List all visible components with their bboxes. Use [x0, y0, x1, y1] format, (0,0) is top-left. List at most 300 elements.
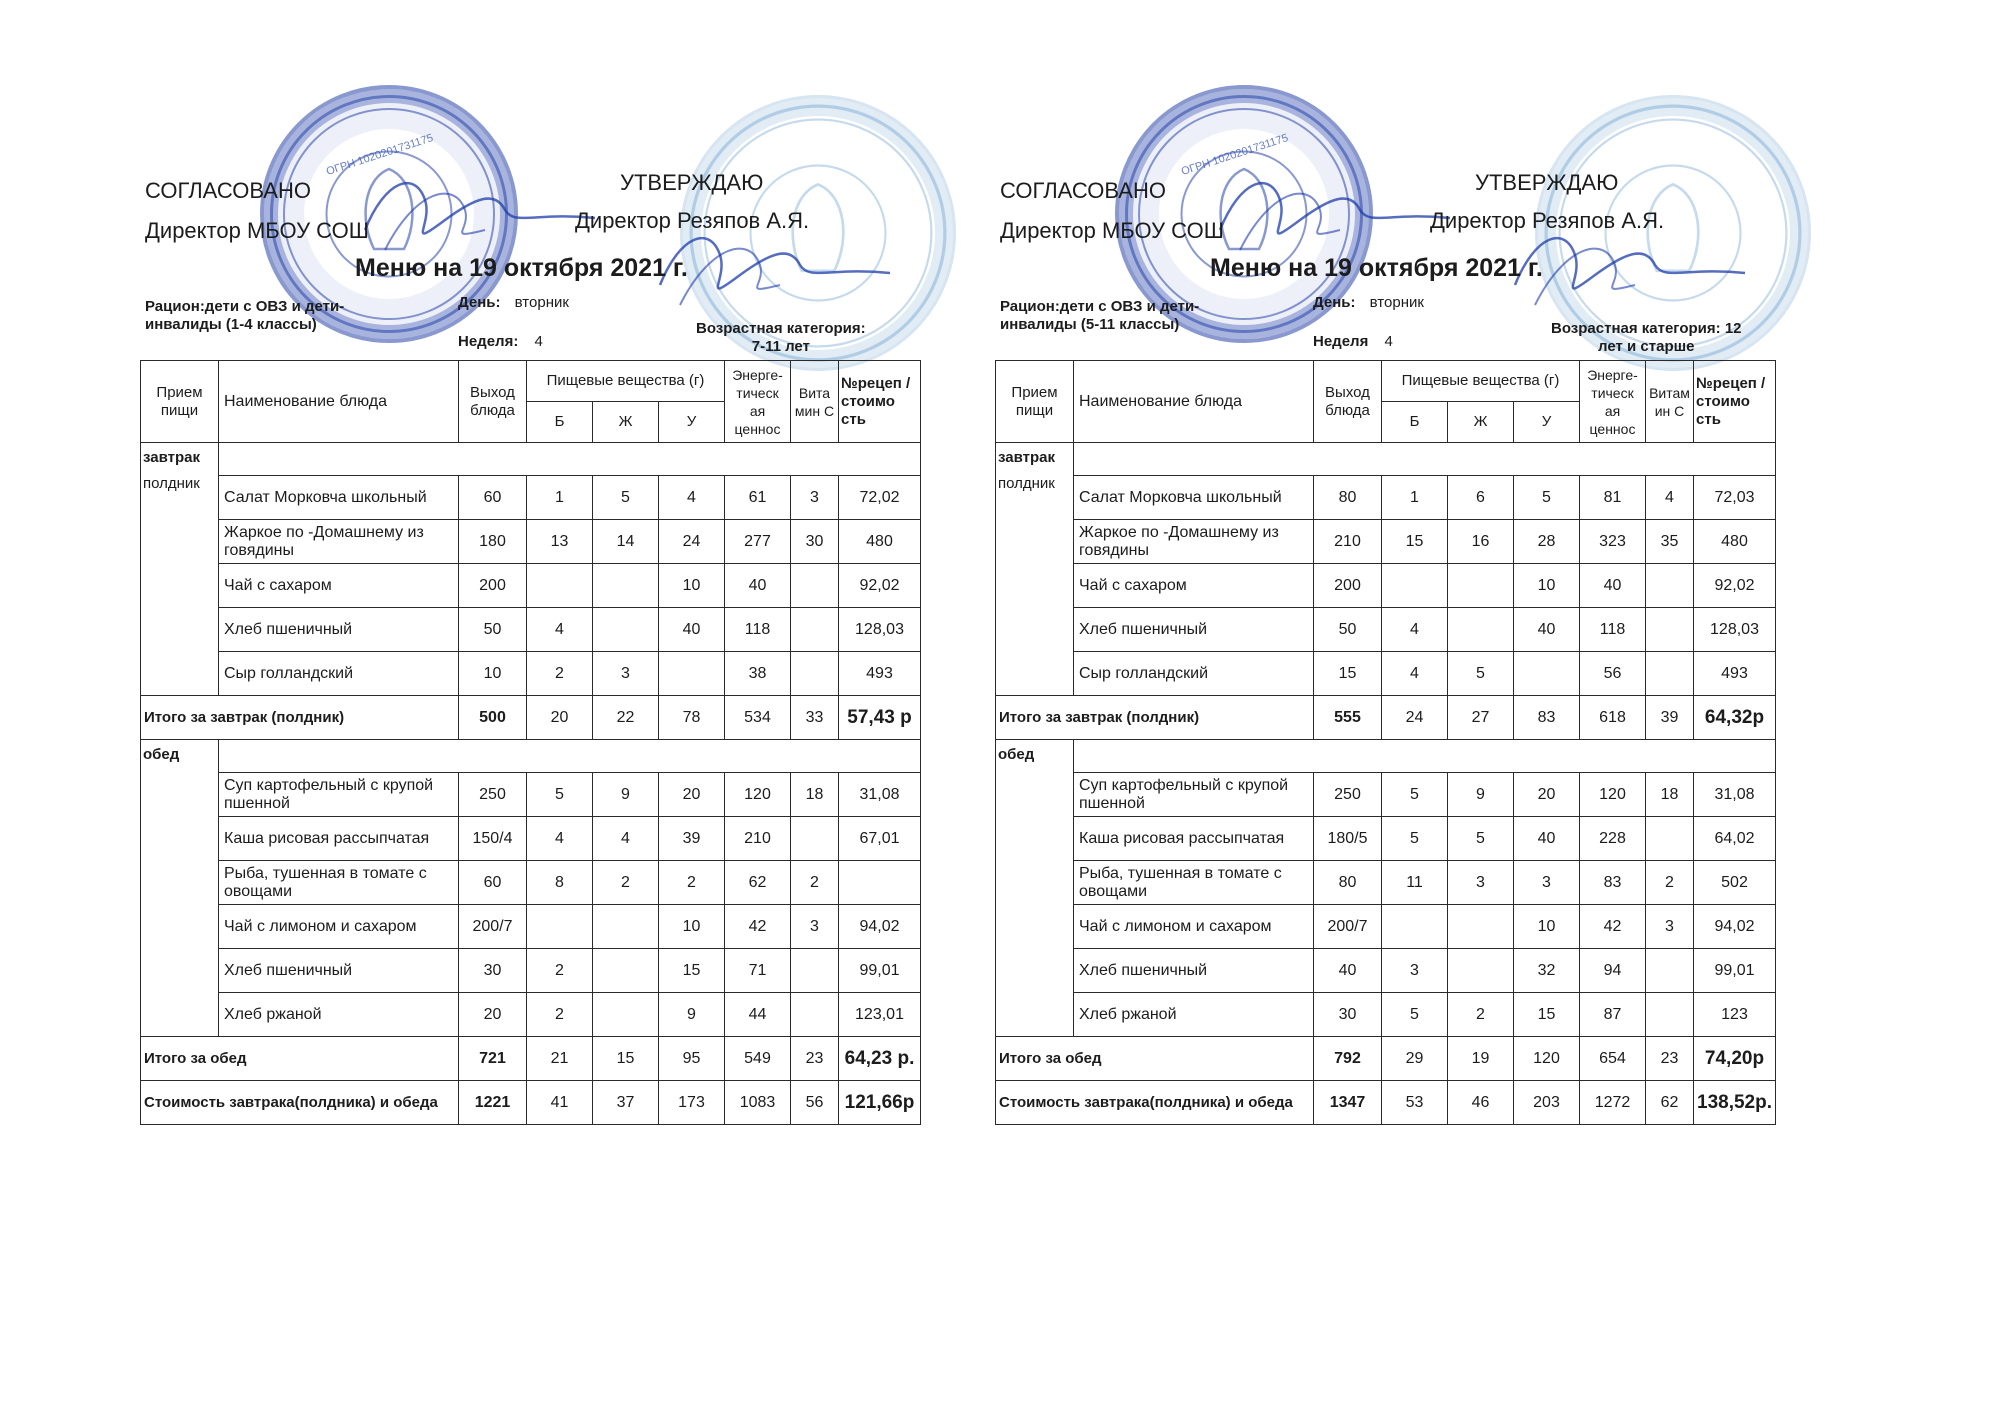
- table-row: [141, 817, 921, 861]
- diet-label: Рацион:дети с ОВЗ и дети- инвалиды (1-4 классы): [145, 298, 345, 333]
- total-label: Итого за завтрак (полдник): [996, 696, 1314, 740]
- table-row: [996, 476, 1776, 520]
- total-cost: 74,20р: [1694, 1037, 1776, 1081]
- dish-carbs: 15: [659, 949, 725, 993]
- dish-vitamin-c: [791, 652, 839, 696]
- dish-vitamin-c: 18: [791, 773, 839, 817]
- dish-energy: 94: [1580, 949, 1646, 993]
- dish-yield: 250: [459, 773, 527, 817]
- total-yield: 555: [1314, 696, 1382, 740]
- lunch-total-row: [141, 1037, 921, 1081]
- day-field: День: вторник: [1313, 294, 1424, 311]
- dish-yield: 150/4: [459, 817, 527, 861]
- col-energy: Энерге-тическ ая ценнос: [725, 361, 791, 443]
- total-cost: 138,52р.: [1694, 1081, 1776, 1125]
- dish-yield: 250: [1314, 773, 1382, 817]
- dish-recipe-cost: 92,02: [1694, 564, 1776, 608]
- table-row: [141, 476, 921, 520]
- dish-name: Рыба, тушенная в томате с овощами: [219, 861, 459, 905]
- agreed-label: СОГЛАСОВАНО: [145, 178, 311, 203]
- dish-protein: 4: [527, 608, 593, 652]
- dish-energy: 228: [1580, 817, 1646, 861]
- dish-name: Жаркое по -Домашнему из говядины: [1074, 520, 1314, 564]
- dish-recipe-cost: [839, 861, 921, 905]
- dish-yield: 15: [1314, 652, 1382, 696]
- table-row: [996, 652, 1776, 696]
- dish-recipe-cost: 31,08: [1694, 773, 1776, 817]
- dish-name: Сыр голландский: [1074, 652, 1314, 696]
- col-recipe-cost: №рецеп /стоимо сть: [1694, 361, 1776, 443]
- dish-name: Хлеб пшеничный: [219, 949, 459, 993]
- dish-carbs: 24: [659, 520, 725, 564]
- dish-protein: 3: [1382, 949, 1448, 993]
- dish-protein: 8: [527, 861, 593, 905]
- table-header: [996, 361, 1776, 443]
- dish-fat: 2: [593, 861, 659, 905]
- total-fat: 37: [593, 1081, 659, 1125]
- director-name: Директор Резяпов А.Я.: [575, 208, 810, 233]
- dish-energy: 277: [725, 520, 791, 564]
- dish-fat: [593, 608, 659, 652]
- dish-yield: 80: [1314, 861, 1382, 905]
- menu-table: [140, 360, 921, 1125]
- dish-energy: 81: [1580, 476, 1646, 520]
- total-carbs: 83: [1514, 696, 1580, 740]
- menu-title: Меню на 19 октября 2021 г.: [1210, 254, 1543, 282]
- dish-name: Чай с сахаром: [1074, 564, 1314, 608]
- table-row: [141, 564, 921, 608]
- director-name: Директор Резяпов А.Я.: [1430, 208, 1665, 233]
- dish-energy: 38: [725, 652, 791, 696]
- week-field: Неделя: 4: [458, 333, 543, 350]
- total-fat: 46: [1448, 1081, 1514, 1125]
- dish-energy: 62: [725, 861, 791, 905]
- dish-carbs: 10: [659, 905, 725, 949]
- grand-total-row: [141, 1081, 921, 1125]
- dish-vitamin-c: [1646, 817, 1694, 861]
- dish-recipe-cost: 128,03: [1694, 608, 1776, 652]
- dish-vitamin-c: [791, 993, 839, 1037]
- dish-vitamin-c: 30: [791, 520, 839, 564]
- dish-vitamin-c: 2: [791, 861, 839, 905]
- dish-energy: 56: [1580, 652, 1646, 696]
- dish-fat: [593, 993, 659, 1037]
- dish-vitamin-c: 18: [1646, 773, 1694, 817]
- lunch-section-row: [141, 740, 921, 773]
- dish-fat: 3: [1448, 861, 1514, 905]
- dish-carbs: [659, 652, 725, 696]
- dish-protein: 11: [1382, 861, 1448, 905]
- dish-carbs: 5: [1514, 476, 1580, 520]
- col-yield: Выход блюда: [459, 361, 527, 443]
- dish-recipe-cost: 92,02: [839, 564, 921, 608]
- total-carbs: 203: [1514, 1081, 1580, 1125]
- total-vitamin-c: 39: [1646, 696, 1694, 740]
- lunch-section-row: [996, 740, 1776, 773]
- dish-energy: 71: [725, 949, 791, 993]
- dish-recipe-cost: 94,02: [1694, 905, 1776, 949]
- dish-protein: 1: [1382, 476, 1448, 520]
- total-label: Стоимость завтрака(полдника) и обеда: [141, 1081, 459, 1125]
- menu-table: [995, 360, 1776, 1125]
- breakfast-total-row: [141, 696, 921, 740]
- total-energy: 654: [1580, 1037, 1646, 1081]
- dish-yield: 30: [459, 949, 527, 993]
- col-vitamin-c: Вита мин С: [791, 361, 839, 443]
- dish-vitamin-c: [1646, 993, 1694, 1037]
- grand-total-row: [996, 1081, 1776, 1125]
- total-protein: 29: [1382, 1037, 1448, 1081]
- total-label: Стоимость завтрака(полдника) и обеда: [996, 1081, 1314, 1125]
- week-value: 4: [1384, 333, 1393, 350]
- col-protein: Б: [1382, 402, 1448, 443]
- menu-title: Меню на 19 октября 2021 г.: [355, 254, 688, 282]
- dish-recipe-cost: 99,01: [839, 949, 921, 993]
- dish-protein: 15: [1382, 520, 1448, 564]
- total-cost: 57,43 р: [839, 696, 921, 740]
- table-row: [141, 949, 921, 993]
- day-value: вторник: [1369, 294, 1424, 311]
- table-row: [996, 949, 1776, 993]
- col-fat: Ж: [593, 402, 659, 443]
- lunch-meal-label: обед: [141, 740, 219, 1037]
- dish-protein: 1: [527, 476, 593, 520]
- menu-panel-primary: [140, 0, 960, 1414]
- dish-carbs: 20: [1514, 773, 1580, 817]
- dish-yield: 50: [1314, 608, 1382, 652]
- dish-carbs: 9: [659, 993, 725, 1037]
- total-carbs: 95: [659, 1037, 725, 1081]
- dish-energy: 118: [725, 608, 791, 652]
- total-vitamin-c: 33: [791, 696, 839, 740]
- dish-energy: 61: [725, 476, 791, 520]
- total-yield: 1347: [1314, 1081, 1382, 1125]
- dish-fat: [1448, 905, 1514, 949]
- total-vitamin-c: 56: [791, 1081, 839, 1125]
- age-category: Возрастная категория: 7-11 лет: [696, 320, 866, 355]
- dish-vitamin-c: 35: [1646, 520, 1694, 564]
- table-row: [996, 520, 1776, 564]
- dish-name: Чай с сахаром: [219, 564, 459, 608]
- total-protein: 21: [527, 1037, 593, 1081]
- dish-energy: 40: [725, 564, 791, 608]
- dish-recipe-cost: 72,02: [839, 476, 921, 520]
- table-row: [141, 608, 921, 652]
- table-row: [141, 993, 921, 1037]
- dish-name: Хлеб пшеничный: [219, 608, 459, 652]
- day-value: вторник: [514, 294, 569, 311]
- dish-vitamin-c: 3: [791, 476, 839, 520]
- dish-protein: [527, 564, 593, 608]
- dish-carbs: 32: [1514, 949, 1580, 993]
- dish-vitamin-c: 4: [1646, 476, 1694, 520]
- dish-name: Чай с лимоном и сахаром: [1074, 905, 1314, 949]
- dish-yield: 30: [1314, 993, 1382, 1037]
- dish-recipe-cost: 480: [1694, 520, 1776, 564]
- dish-vitamin-c: [791, 564, 839, 608]
- dish-name: Салат Морковча школьный: [1074, 476, 1314, 520]
- dish-yield: 60: [459, 861, 527, 905]
- total-fat: 19: [1448, 1037, 1514, 1081]
- dish-vitamin-c: [791, 949, 839, 993]
- dish-protein: 2: [527, 949, 593, 993]
- table-row: [996, 861, 1776, 905]
- menu-panel-secondary: [995, 0, 1815, 1414]
- dish-carbs: 40: [1514, 817, 1580, 861]
- dish-recipe-cost: 64,02: [1694, 817, 1776, 861]
- dish-yield: 180/5: [1314, 817, 1382, 861]
- dish-energy: 83: [1580, 861, 1646, 905]
- dish-carbs: 10: [659, 564, 725, 608]
- total-protein: 53: [1382, 1081, 1448, 1125]
- week-field: Неделя 4: [1313, 333, 1393, 350]
- agreed-label: СОГЛАСОВАНО: [1000, 178, 1166, 203]
- col-yield: Выход блюда: [1314, 361, 1382, 443]
- stamp-ogrn-text: ОГРН 1020201731175: [324, 132, 435, 178]
- dish-recipe-cost: 123,01: [839, 993, 921, 1037]
- total-label: Итого за обед: [141, 1037, 459, 1081]
- dish-energy: 120: [1580, 773, 1646, 817]
- dish-recipe-cost: 493: [1694, 652, 1776, 696]
- dish-energy: 42: [725, 905, 791, 949]
- dish-yield: 200/7: [1314, 905, 1382, 949]
- dish-protein: 5: [527, 773, 593, 817]
- dish-name: Хлеб ржаной: [219, 993, 459, 1037]
- dish-energy: 44: [725, 993, 791, 1037]
- dish-name: Салат Морковча школьный: [219, 476, 459, 520]
- dish-fat: 16: [1448, 520, 1514, 564]
- dish-name: Рыба, тушенная в томате с овощами: [1074, 861, 1314, 905]
- col-meal: Прием пищи: [141, 361, 219, 443]
- total-energy: 534: [725, 696, 791, 740]
- dish-name: Суп картофельный с крупой пшенной: [1074, 773, 1314, 817]
- total-fat: 15: [593, 1037, 659, 1081]
- dish-fat: 5: [1448, 652, 1514, 696]
- dish-carbs: 20: [659, 773, 725, 817]
- dish-vitamin-c: 2: [1646, 861, 1694, 905]
- dish-energy: 42: [1580, 905, 1646, 949]
- dish-yield: 10: [459, 652, 527, 696]
- table-row: [141, 773, 921, 817]
- col-nutrients: Пищевые вещества (г): [527, 361, 725, 402]
- dish-recipe-cost: 31,08: [839, 773, 921, 817]
- col-nutrients: Пищевые вещества (г): [1382, 361, 1580, 402]
- total-yield: 500: [459, 696, 527, 740]
- dish-carbs: [1514, 652, 1580, 696]
- breakfast-section-row: [996, 443, 1776, 476]
- dish-vitamin-c: [1646, 608, 1694, 652]
- dish-protein: 5: [1382, 773, 1448, 817]
- dish-recipe-cost: 99,01: [1694, 949, 1776, 993]
- table-row: [141, 652, 921, 696]
- dish-fat: 14: [593, 520, 659, 564]
- dish-yield: 40: [1314, 949, 1382, 993]
- dish-yield: 200: [459, 564, 527, 608]
- dish-fat: [593, 564, 659, 608]
- dish-protein: 13: [527, 520, 593, 564]
- col-vitamin-c: Витам ин С: [1646, 361, 1694, 443]
- school-director-label: Директор МБОУ СОШ: [1000, 218, 1224, 243]
- approve-label: УТВЕРЖДАЮ: [1475, 170, 1619, 195]
- col-recipe-cost: №рецеп /стоимо сть: [839, 361, 921, 443]
- breakfast-section-row: [141, 443, 921, 476]
- total-vitamin-c: 23: [791, 1037, 839, 1081]
- dish-fat: 6: [1448, 476, 1514, 520]
- dish-vitamin-c: 3: [791, 905, 839, 949]
- total-carbs: 120: [1514, 1037, 1580, 1081]
- breakfast-total-row: [996, 696, 1776, 740]
- dish-protein: 5: [1382, 993, 1448, 1037]
- dish-recipe-cost: 67,01: [839, 817, 921, 861]
- dish-recipe-cost: 493: [839, 652, 921, 696]
- table-row: [996, 773, 1776, 817]
- dish-yield: 50: [459, 608, 527, 652]
- dish-fat: [593, 949, 659, 993]
- dish-protein: 4: [1382, 608, 1448, 652]
- dish-name: Жаркое по -Домашнему из говядины: [219, 520, 459, 564]
- approve-label: УТВЕРЖДАЮ: [620, 170, 764, 195]
- total-protein: 41: [527, 1081, 593, 1125]
- stamp-ogrn-text: ОГРН 1020201731175: [1179, 132, 1290, 178]
- dish-yield: 180: [459, 520, 527, 564]
- dish-protein: 5: [1382, 817, 1448, 861]
- col-fat: Ж: [1448, 402, 1514, 443]
- total-label: Итого за завтрак (полдник): [141, 696, 459, 740]
- dish-vitamin-c: [791, 608, 839, 652]
- dish-vitamin-c: 3: [1646, 905, 1694, 949]
- table-row: [996, 817, 1776, 861]
- dish-vitamin-c: [1646, 949, 1694, 993]
- table-row: [141, 520, 921, 564]
- dish-protein: [1382, 905, 1448, 949]
- total-carbs: 173: [659, 1081, 725, 1125]
- dish-carbs: 28: [1514, 520, 1580, 564]
- col-protein: Б: [527, 402, 593, 443]
- total-yield: 792: [1314, 1037, 1382, 1081]
- total-cost: 64,32р: [1694, 696, 1776, 740]
- total-energy: 549: [725, 1037, 791, 1081]
- dish-energy: 118: [1580, 608, 1646, 652]
- dish-fat: 4: [593, 817, 659, 861]
- dish-carbs: 40: [659, 608, 725, 652]
- dish-fat: 5: [1448, 817, 1514, 861]
- dish-energy: 40: [1580, 564, 1646, 608]
- dish-carbs: 15: [1514, 993, 1580, 1037]
- lunch-total-row: [996, 1037, 1776, 1081]
- dish-recipe-cost: 480: [839, 520, 921, 564]
- lunch-meal-label: обед: [996, 740, 1074, 1037]
- dish-carbs: 4: [659, 476, 725, 520]
- total-label: Итого за обед: [996, 1037, 1314, 1081]
- dish-name: Суп картофельный с крупой пшенной: [219, 773, 459, 817]
- total-yield: 1221: [459, 1081, 527, 1125]
- dish-yield: 200/7: [459, 905, 527, 949]
- dish-name: Хлеб пшеничный: [1074, 949, 1314, 993]
- dish-carbs: 2: [659, 861, 725, 905]
- dish-name: Хлеб ржаной: [1074, 993, 1314, 1037]
- dish-fat: [1448, 564, 1514, 608]
- dish-recipe-cost: 128,03: [839, 608, 921, 652]
- dish-protein: 2: [527, 652, 593, 696]
- dish-energy: 120: [725, 773, 791, 817]
- col-energy: Энерге-тическ ая ценнос: [1580, 361, 1646, 443]
- col-meal: Прием пищи: [996, 361, 1074, 443]
- dish-recipe-cost: 123: [1694, 993, 1776, 1037]
- dish-fat: [593, 905, 659, 949]
- day-field: День: вторник: [458, 294, 569, 311]
- dish-fat: 2: [1448, 993, 1514, 1037]
- table-row: [996, 564, 1776, 608]
- dish-yield: 210: [1314, 520, 1382, 564]
- total-energy: 1083: [725, 1081, 791, 1125]
- dish-vitamin-c: [1646, 564, 1694, 608]
- dish-protein: 2: [527, 993, 593, 1037]
- week-value: 4: [534, 333, 543, 350]
- total-vitamin-c: 62: [1646, 1081, 1694, 1125]
- dish-protein: [527, 905, 593, 949]
- dish-fat: 9: [1448, 773, 1514, 817]
- total-vitamin-c: 23: [1646, 1037, 1694, 1081]
- total-cost: 64,23 р.: [839, 1037, 921, 1081]
- dish-vitamin-c: [791, 817, 839, 861]
- dish-yield: 20: [459, 993, 527, 1037]
- dish-energy: 210: [725, 817, 791, 861]
- dish-protein: [1382, 564, 1448, 608]
- dish-carbs: 10: [1514, 905, 1580, 949]
- dish-fat: 9: [593, 773, 659, 817]
- total-fat: 27: [1448, 696, 1514, 740]
- total-carbs: 78: [659, 696, 725, 740]
- breakfast-meal-label: завтрак полдник: [996, 443, 1074, 696]
- dish-carbs: 40: [1514, 608, 1580, 652]
- total-energy: 618: [1580, 696, 1646, 740]
- table-header: [141, 361, 921, 443]
- total-protein: 24: [1382, 696, 1448, 740]
- dish-carbs: 3: [1514, 861, 1580, 905]
- dish-protein: 4: [1382, 652, 1448, 696]
- total-cost: 121,66р: [839, 1081, 921, 1125]
- table-row: [996, 993, 1776, 1037]
- col-carbs: У: [1514, 402, 1580, 443]
- col-dish: Наименование блюда: [1074, 361, 1314, 443]
- dish-fat: 5: [593, 476, 659, 520]
- breakfast-meal-label: завтрак полдник: [141, 443, 219, 696]
- dish-vitamin-c: [1646, 652, 1694, 696]
- dish-carbs: 39: [659, 817, 725, 861]
- total-fat: 22: [593, 696, 659, 740]
- school-director-label: Директор МБОУ СОШ: [145, 218, 369, 243]
- dish-name: Каша рисовая рассыпчатая: [219, 817, 459, 861]
- total-protein: 20: [527, 696, 593, 740]
- table-row: [996, 608, 1776, 652]
- dish-carbs: 10: [1514, 564, 1580, 608]
- col-carbs: У: [659, 402, 725, 443]
- total-yield: 721: [459, 1037, 527, 1081]
- dish-name: Чай с лимоном и сахаром: [219, 905, 459, 949]
- col-dish: Наименование блюда: [219, 361, 459, 443]
- dish-name: Сыр голландский: [219, 652, 459, 696]
- dish-fat: [1448, 608, 1514, 652]
- dish-protein: 4: [527, 817, 593, 861]
- diet-label: Рацион:дети с ОВЗ и дети- инвалиды (5-11 классы): [1000, 298, 1200, 333]
- dish-yield: 80: [1314, 476, 1382, 520]
- dish-yield: 60: [459, 476, 527, 520]
- dish-fat: [1448, 949, 1514, 993]
- table-row: [996, 905, 1776, 949]
- dish-yield: 200: [1314, 564, 1382, 608]
- dish-energy: 87: [1580, 993, 1646, 1037]
- dish-recipe-cost: 72,03: [1694, 476, 1776, 520]
